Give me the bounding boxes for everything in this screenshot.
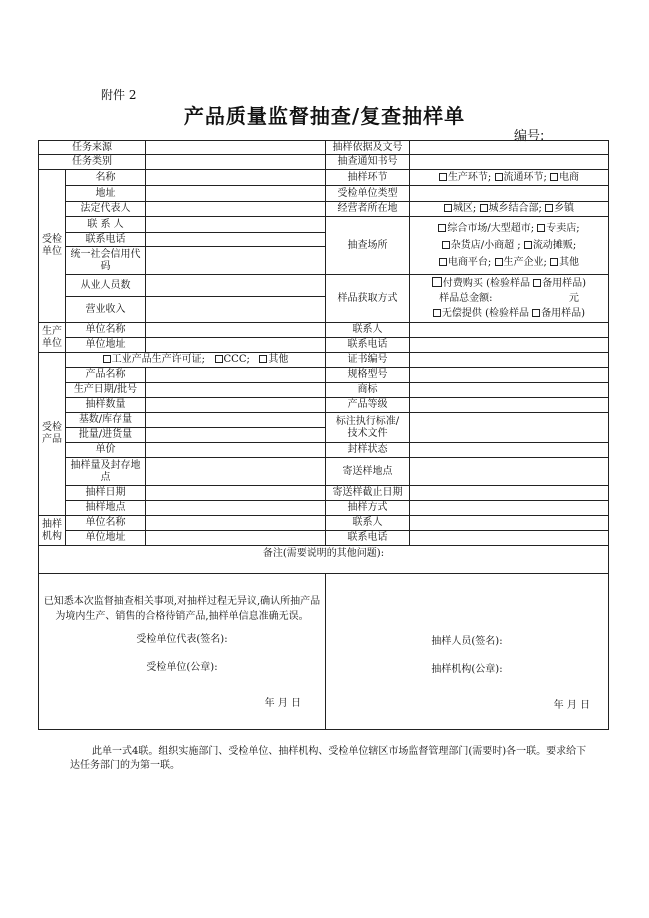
agency-contact-field[interactable]	[410, 516, 609, 531]
product-name-field[interactable]	[146, 368, 326, 383]
legal-rep-label: 法定代表人	[66, 202, 146, 217]
task-source-label: 任务来源	[39, 141, 146, 155]
seal-status-label: 封样状态	[326, 443, 410, 458]
production-date-field[interactable]	[146, 383, 326, 398]
send-deadline-field[interactable]	[410, 486, 609, 501]
notice-no-label: 抽查通知书号	[326, 155, 410, 170]
product-grade-field[interactable]	[410, 398, 609, 413]
checkbox[interactable]	[432, 277, 442, 287]
batch-field[interactable]	[146, 428, 326, 443]
batch-label: 批量/进货量	[66, 428, 146, 443]
contact-phone-label: 联系电话	[66, 233, 146, 247]
agency-group-label: 抽样 机构	[39, 516, 66, 546]
employees-field[interactable]	[146, 275, 326, 297]
production-date-label: 生产日期/批号	[66, 383, 146, 398]
sampler-signature-line[interactable]: 抽样人员(签名):	[431, 635, 503, 647]
footer-note: 此单一式4联。组织实施部门、受检单位、抽样机构、受检单位辖区市场监督管理部门(需要时)各一联。要求给下达任务部门的为第一联。	[70, 746, 587, 771]
sample-method-label: 样品获取方式	[326, 275, 410, 323]
row-sampling-date	[39, 486, 609, 501]
sampling-way-field[interactable]	[410, 501, 609, 516]
option-text: (检验样品	[486, 278, 530, 289]
row-producer-name	[39, 323, 609, 338]
checkbox[interactable]	[495, 173, 503, 181]
row-task-type	[39, 155, 609, 170]
option-text: CCC;	[223, 354, 250, 365]
trademark-field[interactable]	[410, 383, 609, 398]
sampling-site-label: 抽查场所	[326, 217, 410, 275]
option-text: 综合市场/大型超市;	[447, 223, 535, 234]
row-address	[39, 186, 609, 202]
row-name	[39, 170, 609, 186]
option-text: 城乡结合部;	[488, 203, 542, 214]
product-grade-label: 产品等级	[326, 398, 410, 413]
contact-label: 联 系 人	[66, 217, 146, 233]
revenue-field[interactable]	[146, 297, 326, 323]
address-label: 地址	[66, 186, 146, 202]
checkbox[interactable]	[442, 241, 450, 249]
sampling-place-field[interactable]	[146, 501, 326, 516]
checkbox[interactable]	[550, 258, 558, 266]
unit-seal-line[interactable]: 受检单位(公章):	[146, 661, 218, 673]
legal-rep-field[interactable]	[146, 202, 326, 217]
agency-name-field[interactable]	[146, 516, 326, 531]
product-group-label: 受检 产品	[39, 353, 66, 516]
option-text: 付费购买	[442, 278, 483, 289]
row-license	[39, 353, 609, 368]
notice-no-field[interactable]	[410, 155, 609, 170]
operator-location-options	[410, 202, 609, 217]
credit-code-field[interactable]	[146, 247, 326, 275]
agency-phone-field[interactable]	[410, 531, 609, 546]
sample-seal-label: 抽样量及封存地点	[66, 458, 146, 486]
attachment-label: 附件 2	[101, 88, 137, 102]
option-text: 乡镇	[554, 203, 575, 214]
contact-field[interactable]	[146, 217, 326, 233]
currency-unit: 元	[568, 293, 579, 304]
total-amount-label: 样品总金额:	[439, 293, 493, 304]
base-stock-label: 基数/库存量	[66, 413, 146, 428]
revenue-label: 营业收入	[66, 297, 146, 323]
standard-field[interactable]	[410, 413, 609, 443]
option-text: 专卖店;	[546, 223, 580, 234]
sample-seal-field[interactable]	[146, 458, 326, 486]
row-product-name	[39, 368, 609, 383]
checkbox[interactable]	[480, 204, 488, 212]
standard-label	[326, 413, 410, 443]
base-stock-field[interactable]	[146, 413, 326, 428]
agency-contact-label: 联系人	[326, 516, 410, 531]
sampler-signature-block	[326, 574, 609, 730]
option-text: 电商	[559, 171, 580, 183]
option-text: 城区;	[452, 203, 477, 214]
sampling-place-label: 抽样地点	[66, 501, 146, 516]
send-location-field[interactable]	[410, 458, 609, 486]
send-location-label: 寄送样地点	[326, 458, 410, 486]
inspected-unit-group-label: 受检 单位	[39, 170, 66, 323]
date-left[interactable]: 年 月 日	[264, 697, 301, 709]
row-task-source	[39, 141, 609, 155]
task-source-field[interactable]	[146, 141, 326, 155]
unit-price-field[interactable]	[146, 443, 326, 458]
remarks-field[interactable]	[39, 546, 609, 574]
checkbox[interactable]	[215, 355, 223, 363]
inspected-signature-block	[39, 574, 326, 730]
producer-address-label: 单位地址	[66, 338, 146, 353]
producer-name-field[interactable]	[146, 323, 326, 338]
unit-type-field[interactable]	[410, 186, 609, 202]
row-production-date	[39, 383, 609, 398]
sampling-site-options	[410, 217, 609, 275]
task-type-label: 任务类别	[39, 155, 146, 170]
certificate-no-field[interactable]	[410, 353, 609, 368]
producer-phone-label: 联系电话	[326, 338, 410, 353]
trademark-label: 商标	[326, 383, 410, 398]
date-right[interactable]: 年 月 日	[553, 699, 590, 711]
confirmation-statement: 已知悉本次监督抽查相关事项,对抽样过程无异议,确认所抽产品为境内生产、销售的合格待销产品,抽样单信息准确无误。	[43, 595, 321, 622]
checkbox[interactable]	[259, 355, 267, 363]
name-label: 名称	[66, 170, 146, 186]
serial-number-label: 编号:	[514, 129, 545, 144]
producer-contact-field[interactable]	[410, 323, 609, 338]
row-base-stock	[39, 413, 609, 428]
option-text: 生产企业;	[503, 257, 547, 268]
sample-qty-field[interactable]	[146, 398, 326, 413]
option-text: 流动摊贩;	[532, 240, 577, 251]
option-text: 无偿提供	[441, 308, 482, 319]
option-text: 工业产品生产许可证;	[111, 354, 205, 365]
producer-contact-label: 联系人	[326, 323, 410, 338]
row-producer-address	[39, 338, 609, 353]
unit-price-label: 单价	[66, 443, 146, 458]
option-text: 其他	[268, 354, 289, 365]
option-text: 备用样品)	[542, 278, 587, 289]
checkbox[interactable]	[439, 258, 447, 266]
product-name-label: 产品名称	[66, 368, 146, 383]
checkbox[interactable]	[533, 279, 541, 287]
task-type-field[interactable]	[146, 155, 326, 170]
sampling-stage-label: 抽样环节	[326, 170, 410, 186]
basis-docs-field[interactable]	[410, 141, 609, 155]
row-sample-seal	[39, 458, 609, 486]
option-text: 备用样品)	[541, 308, 586, 319]
row-remarks	[39, 546, 609, 574]
checkbox[interactable]	[495, 258, 503, 266]
seal-status-field[interactable]	[410, 443, 609, 458]
spec-model-label: 规格型号	[326, 368, 410, 383]
sampling-date-label: 抽样日期	[66, 486, 146, 501]
checkbox[interactable]	[524, 241, 532, 249]
send-deadline-label: 寄送样截止日期	[326, 486, 410, 501]
row-contact	[39, 217, 609, 233]
certificate-no-label: 证书编号	[326, 353, 410, 368]
row-unit-price	[39, 443, 609, 458]
option-text: 流通环节;	[503, 171, 547, 183]
unit-type-label: 受检单位类型	[326, 186, 410, 202]
sampling-form-table	[38, 140, 609, 730]
page-title: 产品质量监督抽查/复查抽样单	[183, 104, 466, 128]
sampling-date-field[interactable]	[146, 486, 326, 501]
producer-phone-field[interactable]	[410, 338, 609, 353]
agency-name-label: 单位名称	[66, 516, 146, 531]
agency-phone-label: 联系电话	[326, 531, 410, 546]
agency-address-field[interactable]	[146, 531, 326, 546]
row-legal-rep	[39, 202, 609, 217]
checkbox[interactable]	[550, 173, 558, 181]
employees-label: 从业人员数	[66, 275, 146, 297]
license-options	[66, 353, 326, 368]
option-text: 其他	[559, 257, 580, 268]
basis-docs-label: 抽样依据及文号	[326, 141, 410, 155]
spec-model-field[interactable]	[410, 368, 609, 383]
name-field[interactable]	[146, 170, 326, 186]
option-text: 电商平台;	[447, 257, 492, 268]
checkbox[interactable]	[444, 204, 452, 212]
option-text: 杂货店/小商超 ;	[450, 240, 521, 251]
operator-location-label: 经营者所在地	[326, 202, 410, 217]
option-text: (检验样品	[485, 308, 529, 319]
sampling-stage-options	[410, 170, 609, 186]
producer-group-label: 生产 单位	[39, 323, 66, 353]
checkbox[interactable]	[433, 309, 441, 317]
sample-method-options	[410, 275, 609, 323]
row-sampling-place	[39, 501, 609, 516]
credit-code-label: 统一社会信用代码	[66, 247, 146, 275]
rep-signature-line[interactable]: 受检单位代表(签名):	[136, 633, 228, 645]
row-employees	[39, 275, 609, 297]
agency-address-label: 单位地址	[66, 531, 146, 546]
standard-label-line1: 标注执行标准/	[335, 415, 400, 427]
row-signatures	[39, 574, 609, 730]
option-text: 生产环节;	[447, 171, 492, 183]
checkbox[interactable]	[532, 309, 540, 317]
sampling-way-label: 抽样方式	[326, 501, 410, 516]
sample-qty-label: 抽样数量	[66, 398, 146, 413]
checkbox[interactable]	[439, 173, 447, 181]
contact-phone-field[interactable]	[146, 233, 326, 247]
checkbox[interactable]	[103, 355, 111, 363]
row-sample-qty	[39, 398, 609, 413]
standard-label-line2: 技术文件	[347, 427, 388, 439]
row-agency-name	[39, 516, 609, 531]
producer-address-field[interactable]	[146, 338, 326, 353]
remarks-label: 备注(需要说明的其他问题):	[262, 548, 385, 559]
producer-name-label: 单位名称	[66, 323, 146, 338]
checkbox[interactable]	[537, 224, 545, 232]
checkbox[interactable]	[438, 224, 446, 232]
agency-seal-line[interactable]: 抽样机构(公章):	[431, 663, 503, 675]
address-field[interactable]	[146, 186, 326, 202]
checkbox[interactable]	[545, 204, 553, 212]
row-agency-address	[39, 531, 609, 546]
